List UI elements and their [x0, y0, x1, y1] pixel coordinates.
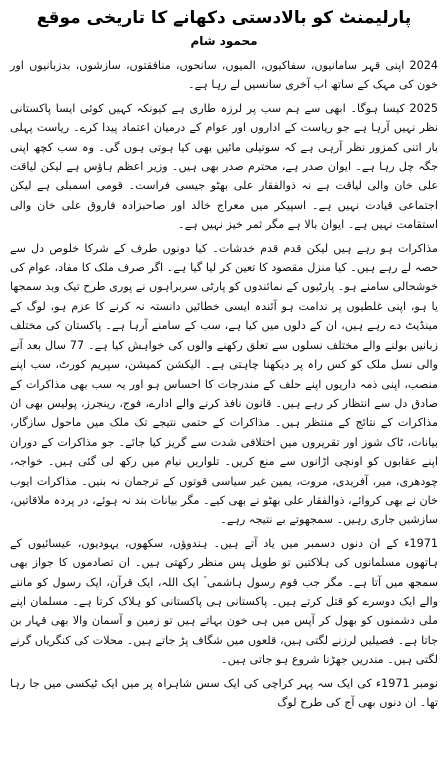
article-paragraph-1: 2024 اپنی قہر سامانیوں، سفاکیوں، المیوں، سانحوں، منافقتوں، سازشوں، بدزبانیوں اور خون کی مہک کے ساتھ اب آخری سانسیں لے رہا ہے۔	[10, 59, 438, 92]
article-headline: پارلیمنٹ کو بالادستی دکھانے کا تاریخی موقع	[36, 8, 412, 28]
author-byline: محمود شام	[190, 34, 258, 48]
article-paragraph-3: مذاکرات ہو رہے ہیں لیکن قدم قدم خدشات۔ کیا دونوں طرف کے شرکا خلوص دل سے حصہ لے رہے ہیں۔ کیا منزل مقصود کا تعین کر لیا گیا ہے۔ اگر صرف ملک کا مفاد، عوام کی خوشحالی سامنے ہو۔ پارٹیوں کے نمائندوں کو پارٹی سربراہوں نے پوری طرح تیک وبد سمجھا یا ہو، اپنی غلطیوں پر ندامت ہو آئندہ ایسی خطائیں دانستہ نہ کرنے کا عزم ہو، لوگ کے مینڈیٹ دے رہے ہیں، ان کے دلوں میں کیا ہے، سب کے سامنے آرہا ہے۔ پاکستان کی مختلف زبانیں بولنے والے مختلف نسلوں سے تعلق رکھنے والوں کی خواہش کیا ہے۔ 77 سال بعد آنے والی نسل ملک کو کس راہ پر دیکھنا چاہتی ہے۔ الیکشن کمیشن، سپریم کورٹ، سب اپنے منصب، اپنی ذمہ داریوں اپنے حلف کے مندرجات کا احساس ہو اور یہ سب بھی مذاکرات کے صادق دل سے انتظار کر رہے ہیں۔ قانون نافذ کرنے والے ادارے، فوج، رینجرز، پولیس بھی ان مذاکرات کے نتائج کے منتظر ہیں۔ مذاکرات کے حتمی نتیجے تک ملک میں ماحول سازگار، بیانات، ٹاک شوز اور تقریروں میں اختلافی شدت سے گریز کیا جائے۔ جو مذاکرات کے دوران اپنے عقابوں کو اونچی اڑانوں سے منع کریں۔ تلواریں نیام میں رکھ لی گئی ہیں۔ خواجہ، چودھری، میر، آفریدی، مروت، یمین غیر سیاسی قوتوں کے ترجمان نہ بنیں۔ مذاکرات ایوب خان نے بھی کروائے، ذوالفقار علی بھٹو نے بھی کیے۔ مگر بیانات بند نہ ہوئے، در پردہ ملاقاتیں، سازشیں جاری رہیں۔ سمجھوتے بے نتیجہ رہے۔	[10, 241, 438, 527]
article-paragraph-4: 1971ء کے ان دنوں دسمبر میں یاد آتے ہیں۔ ہندوؤں، سکھوں، یہودیوں، عیسائیوں کے ہاتھوں مسلمانوں کی ہلاکتیں تو طویل پس منظر رکھتی ہیں۔ ان تصادموں کا جواز بھی سمجھ میں آتا ہے۔ مگر جب قوم رسول ہاشمی ؐ ایک اللہ، ایک قرآن، ایک رسول کو ماننے والے ایک دوسرے کو قتل کرتے ہیں۔ پاکستانی ہی پاکستانی کو ہلاک کرتا ہے۔ مسلمان اپنے ملی دشمنوں کو بھول کر آپس میں ہی خون بہاتے ہیں تو زمین و آسمان والا بھی قہار بن جاتا ہے۔ فصیلیں لرزنے لگتی ہیں، قلعوں میں شگاف پڑ جاتے ہیں۔ محلات کی کنگریاں گرنے لگتی ہیں۔ مندریں جھڑنا شروع ہو جاتی ہیں۔	[10, 536, 438, 667]
article-paragraph-5: نومبر 1971ء کی ایک سہ پہر کراچی کی ایک سس شاہراہ پر میں ایک ٹیکسی میں جا رہا تھا۔ ان دنوں بھی آج کی طرح لوگ	[10, 676, 438, 709]
article-body	[10, 56, 438, 712]
article-paragraph-2: 2025 کیسا ہوگا۔ ابھی سے ہم سب پر لرزہ طاری ہے کیونکہ کہیں کوئی ایسا پاکستانی نظر نہیں آرہا ہے جو ریاست کے اداروں اور عوام کے درمیان اعتماد پیدا کرے۔ ریاست پہلی بار اتنی کمزور نظر آرہی ہے کہ سوتیلی مائیں بھی کیا ہوتی ہوں گی۔ وہ سب کچھ اپنی جگہ چل رہا ہے۔ ایوان صدر ہے، محترم صدر بھی ہیں۔ وزیر اعظم ہاؤس ہے لیکن لیاقت علی خان والی لیاقت ہے نہ ذوالفقار علی بھٹو جیسی فراست۔ قومی اسمبلی ہے لیکن اجتماعی قیادت نہیں ہے۔ اسپیکر میں معراج خالد اور صاحبزادہ فاروق علی خان والی استقامت نہیں ہے۔ ایوان بالا ہے مگر ثمر خیز نہیں ہے۔	[10, 101, 438, 232]
